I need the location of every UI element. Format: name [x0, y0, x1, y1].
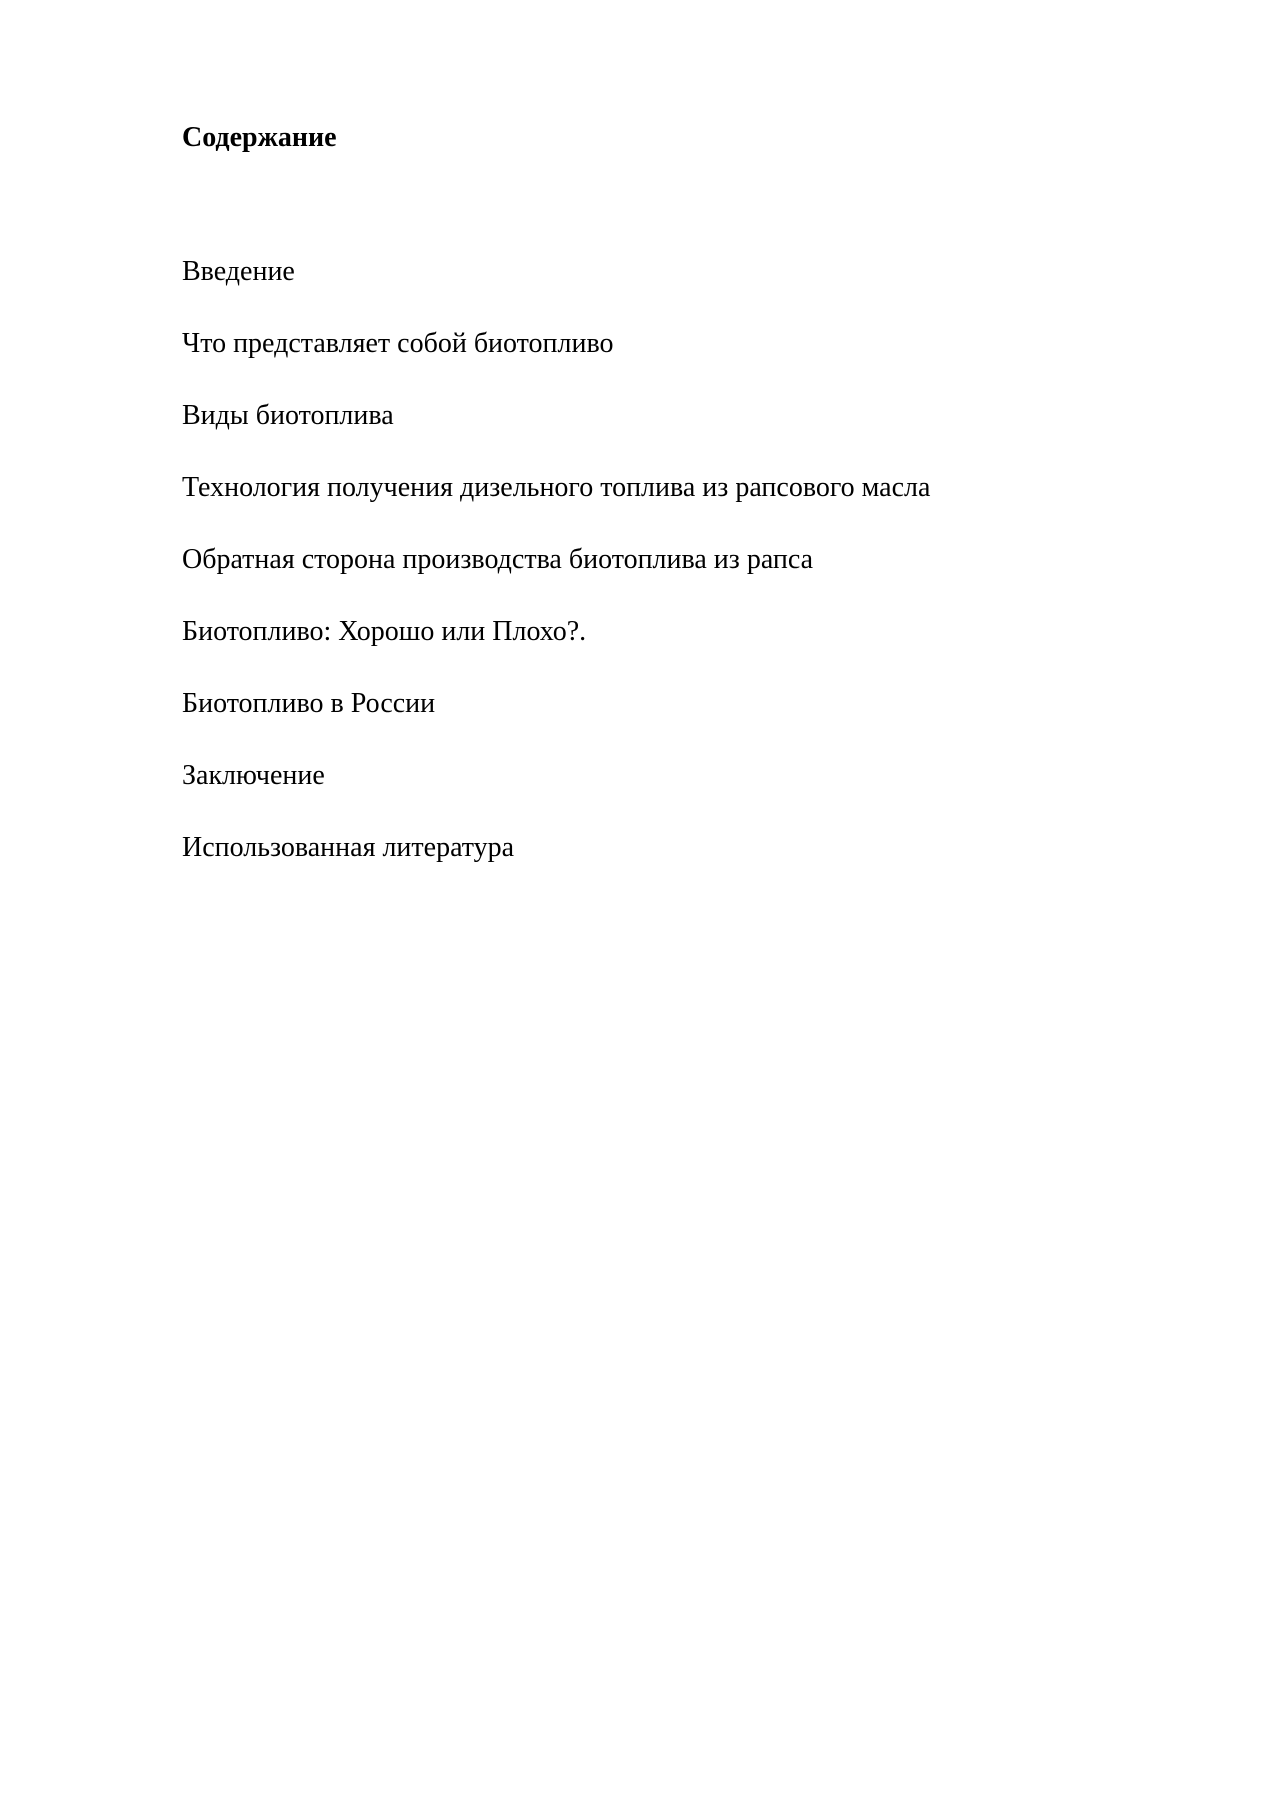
- toc-item-references: Использованная литература: [182, 832, 515, 863]
- toc-item-good-or-bad: Биотопливо: Хорошо или Плохо?.: [182, 616, 587, 647]
- toc-item-conclusion: Заключение: [182, 760, 325, 791]
- toc-item-introduction: Введение: [182, 256, 295, 287]
- toc-list: [182, 254, 930, 902]
- toc-item-downside-of-production: Обратная сторона производства биотоплива из рапса: [182, 544, 814, 575]
- toc-item-biofuel-in-russia: Биотопливо в России: [182, 688, 436, 719]
- toc-title: Содержание: [182, 122, 337, 153]
- toc-item-diesel-technology: Технология получения дизельного топлива из рапсового масла: [182, 472, 931, 503]
- toc-item-biofuel-types: Виды биотоплива: [182, 400, 394, 431]
- toc-item-what-is-biofuel: Что представляет собой биотопливо: [182, 328, 614, 359]
